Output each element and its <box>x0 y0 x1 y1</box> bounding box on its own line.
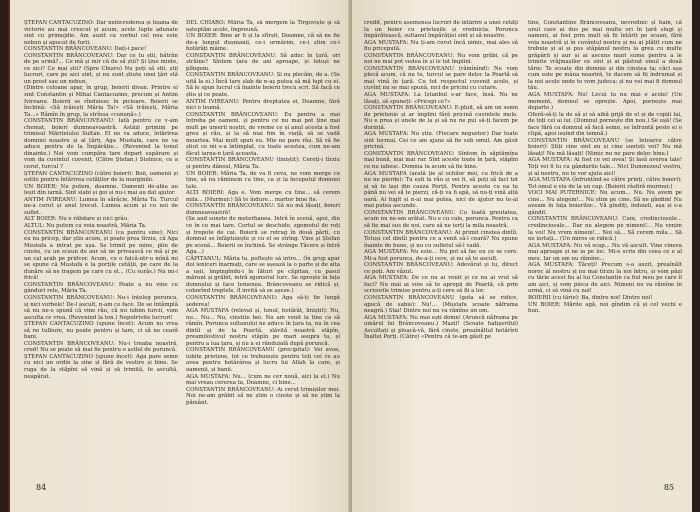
dialogue-paragraph: CONSTANTIN BRÂNCOVEANU (precipitat): Vei avea, iubite prietene, tot ce trebuiește pentru toți cei ce au avea pentru hotărârea și lucru lui Allah la care, și oamenii, și banii. <box>186 347 340 373</box>
dialogue-paragraph: AGA MUSTAFA: Nu este... Nu pot să fac eu ce se cere. Mi-a fost porunca, de-a-ți cere, și nu să te ascult. <box>364 249 518 262</box>
dialogue-paragraph: AGA MUSTAFA: Nu vă scap... Nu vă ascult. Vine cineva mai aproape și ne ia pe loc. Mi-e scris din ceea ce e al meu. Iar un om nu rămîne... <box>528 242 682 262</box>
dialogue-paragraph: ȘTEFAN CANTACUZINO (spune încet): Acum nu vrea să ne tulbure, nu poate pentru și tare, ci să ne ceară bani. <box>24 321 178 341</box>
dialogue-paragraph: credit, pentru asemenea lucruri de întărire a unei cetăți la un boier cu prieteșile și vrednicia. Porunca împărătească, sultanul împărăției sint și să noastre. <box>364 20 518 40</box>
dialogue-paragraph: AGA MUSTAFA: Tăceți! Precum s-a auzit, preaînălt noroc al nostru și nu mai tîrziu la noi întru, și vom păzi cu tărie acest fiu al lui Constantin ca fiul meu pe care îl am aici, și vom pleca de aici. Nimeni nu va rămîne în urmă, ci să vină cu noi! <box>528 262 682 295</box>
dialogue-paragraph: ȘTEFAN CANTACUZINO: Dar neîncrederea și teama de victorie au mai crescut și acum, acele lupte adunate sint cu primejdie. Am auzit ca vorbul cel nou este nebun și apucat de furii. <box>24 20 178 46</box>
right-page <box>352 0 692 512</box>
dialogue-paragraph: AGA MUSTAFA (arată ție al ochilor mei, cu frică de a nu ne pierde): Tu ești la rău și vei fi, să poți să faci tot și să te lași din cauza Porții. Pentru aceste cu ea tu până nu vei să te pierzi, că-ți va fi apă, să nu-ți vină altă oară. Ai fugit și n-ai mai putea, nici de ajutor nu te-ai mai putea ascunde. <box>364 170 518 210</box>
dialogue-paragraph: ALTI BOIERI: Aga e. Vom merge cu tine... să cerem mila... (Murmur.) Să te îndure... martor bine fie. <box>186 190 340 203</box>
dialogue-paragraph: CĂPITANUL: Măria ta, poftește să intre... (în grup apar doi ieniceri înarmați, care se așează la o parte și de alta a ușii, împingîndu-i în lături pe căpitan, cu pasul mărunt și grăbit, intră zgomotul turc. Se oprește în fața domnului și face temenea. Brâncoveanu se ridică și, coborînd treptele, îl invită să se așeze.) <box>186 255 340 295</box>
dialogue-paragraph: CONSTANTIN BRÂNCOVEANU: Să aduc în țară, ori străine? Sîntem țara de ani aproape, și totuși ne plîngem. <box>186 52 340 72</box>
dialogue-paragraph: DEL CHIARO: Măria Ta, să mergem la Tîrgoviște și să așteptăm acolo, împreună. <box>186 20 340 33</box>
dialogue-paragraph: CONSTANTIN BRÂNCOVEANU (liniștit): Cereți-i tîrziu și pentru dânsul, Măria Ta. <box>186 157 340 171</box>
right-page-column-2 <box>528 20 682 480</box>
dialogue-paragraph: UN BOIER: Mărite agă, noi gîndim că și cel vechi e bun. <box>528 301 682 315</box>
dialogue-paragraph: CONSTANTIN BRÂNCOVEANU (rămînînd): Ne vom plecă acum, că nu tu, turcul se pare deloc la Poartă să mai vină în țară. Cu tot respectul cuvenit acolo, și cuvînt nu se mai spună, nici de pricini cu cutare. <box>364 65 518 92</box>
dialogue-paragraph: (Dintre coloane apar, în grup, boierii divan. Printre ei sint Constantin și Mihai Cantacuzino, precum și Antim Ivireanu. Boierii se rînduiesc în picioare. Boierii se închină: «Să trăiești Măria Ta!» «Să trăiești, Măria Ta...» Rămîn în grup, la strînsa «cunună».) <box>24 85 178 118</box>
left-page-column-1 <box>24 20 178 480</box>
dialogue-paragraph: CONSTANTIN BRÂNCOVEANU: Și nu plecăm, de a. (Se uită la ei.) Încă tare slab de n-aș putea să mă lupt cu ei. Să le spun lucrul că înainte boierii trecu scri. Să facă ce știu și ce poate. <box>186 72 340 99</box>
dialogue-paragraph: CONSTANTIN BRÂNCOVEANU: Aga să-ți fie lungă șederea! <box>186 294 340 308</box>
dialogue-paragraph: AGA MUSTAFA (înfruntînd-se către prinți, către boieri): Tot omul e viu de la un cap. (Boierii răsfiră murmur.) <box>528 177 682 190</box>
dialogue-paragraph: AGA MUSTAFA: Nu ți-am cerut încă nimic, mai ales să fiu pricepută. <box>364 39 518 53</box>
right-page-number: 85 <box>663 483 674 492</box>
dialogue-paragraph: CONSTANTIN BRÂNCOVEANU: Nu-i treaba noastră, cred! Nu se poate să mai fie pentru o astfel de poruncă. <box>24 340 178 354</box>
dialogue-paragraph: AGA MUSTAFA (relevat și, tonul, hotărât, liniștit): Nu, nu... Nu... Nu, cinstite bei. Nu am venit la tine ca să rămîn. Porunca sultanului ne aduce în țara ta, nu în cea dintîi și de la Poartă, slăvită noastră stăpîn, preamilostivul nostru stăpîn pe mari asupra ta, și pentru a lua țara, și nu a ei rânduială după poruncă. <box>186 308 340 347</box>
dialogue-paragraph: AGA MUSTAFA: Ai fost ce vei avea! Și lasă averea tale! Toți vei fi tu cu gândurile tale... Nici Dumnezeul vostru, și al nostru, nu te vor ajuta aici! <box>528 157 682 177</box>
dialogue-paragraph: AGA MUSTAFA: De ce nu ai venit și ce nu ai vrut să faci? Nu mai ai voie să te apropii de Poartă, că prin scrisorile trimise pentru a-ți cere să fii a lor. <box>364 275 518 295</box>
left-page-column-2 <box>186 20 340 480</box>
dialogue-paragraph: ȘTEFAN CANTACUZINO (către boieri): Boii, oamenii și ostile pentru întărirea cetăților de la marginile. <box>24 170 178 184</box>
left-page <box>10 0 350 512</box>
dialogue-paragraph: AGA MUSTAFA: Nu! Lecui tu nu mai e acolo! (Un moment, domnul se oprește. Apoi, pornește mai departe.) <box>528 92 682 112</box>
dialogue-paragraph: CONSTANTIN BRÂNCOVEANU: Iată pentru ce v-am chemat, boieri dumneavoastră. Astăzi primim pe trimisul Măriteiului Sultan. El ne va aduce, întărirea domniei noastre și al țării, Aga Mustafa, care ne va aduce pentru de la Împărăție... (Revenind la tonul dinainte.) Noi vom cumpăra tare depart supărare și vom da cuvintul cuvenit. (Către Ștefan.) Stolnice, ce a cerut, turcul ? <box>24 118 178 171</box>
dialogue-paragraph: CONSTANTIN BRÂNCOVEANU: Dați-i pace! <box>24 46 147 53</box>
dialogue-paragraph: Oferă-să-ți la de să și să aibă grijă de el și de copiii lui, de toți cei ai lui. (Domnul pornește din nou.) Se ușă! (Se face fără ca domnul să facă semn, se înfruntă peste ei o clipă, apoi ieșind din temnă.) <box>528 111 682 138</box>
dialogue-paragraph: CONSTANTIN BRÂNCOVEANU: Nu-i înțeleg porunca, și nici vorbele! De-l ascult, n-am ce face. De se întâmplă să nu ne-o spună că vine rău, că nu iubim turcii, vom asculta ce vrea. (Revenind la ton.) Nepotrivite lucruri! <box>24 294 178 321</box>
dialogue-paragraph: tine, Constantine Brâncoveanu, nevrednic și hain, că unul care ai dus pe mai multe ori în țară slugi și oameni, ai fost prin mult să fii întărit pe scaun, fără voia noastră și în cuvântul nostru și nu ai plătit cum ne trebuie și ai și pus stăpânul nostru la greu cu multe grăpârii și aur și ai ascuns mari sume pentru a le trimite vrăjmașilor ce sint și ai păstrat omul a două tărie: Te scoate din domnie și din cinstea ta; căci așa cum este pe mâna noastră, te ducem să fii îndrumat și la noi acolo unde te vom judeca; și nu vei mai fi domnul tău. <box>528 20 682 92</box>
dialogue-paragraph: CONSTANTIN BRÂNCOVEANU: Sîntem în săptămîna mai bună, mai mai rar. Sînt aceste toate în țară, stăpîni ce nu iubesc. Domnia ta acum să fie bine. <box>364 150 518 171</box>
dialogue-paragraph: AGA MUSTAFA: Nu mai ești domn! (Aruncă năframa pe umărul lui Brâncoveanu.) Mazil! (Scoate hatișeriful) Ascultați și pleacă-vă, fără cinste, preaînăltul hotărîrii Înaltei Porți. (Către) «Pentru că te-am găsit pe <box>364 314 518 341</box>
dialogue-paragraph: CONSTANTIN BRÂNCOVEANU: Cum, credinciosule... credinciosule... Dar nu alegem pe nimeni!... Nu venim la voi! Nu vrem nimeni!... Noi să... Să cerem mila... Să ne iertați... (Un miros se ridică.) <box>528 216 682 243</box>
dialogue-paragraph: VOCI MAI PUTERNICE: Nu acum... Nu. Nu avem pe cine... Nu alegem!... Nu știm pe cine. Să ne gîndim! Nu aveam în fața boierilor... Vă gîndiți, îndoieli, așa și s-a gândit. <box>528 190 682 216</box>
dialogue-paragraph: AGA MUSTAFA: Nu știu. (Fiecare negustor.) Dar toate sint tocmai. Cei ce am ajuns să fie sub omul. Am găsit pricină. <box>364 131 518 151</box>
dialogue-paragraph: CONSTANTIN BRÂNCOVEANU: Ai cerut trimișilor mei. Noi ne-am grăbit să ne știm o cinste și să ne știm la pământ. <box>186 386 340 406</box>
book-spread <box>8 0 692 512</box>
left-page-number: 84 <box>36 483 47 492</box>
dialogue-paragraph: CONSTANTIN BRÂNCOVEANU: Poate a nu vine cu gânduri rele, Măria Ta. <box>24 281 178 295</box>
dialogue-paragraph: UN BOIER: Nu putem, doamne. Oamenii de-abia au ieșit din iarnă. Sint slabi și goi și nu-i mai au dat ajutor. <box>24 183 178 197</box>
dialogue-paragraph: (Se aud sunete de meterhanea. Intră în scenă, apoi, din ce în ce mai tare. Cortul se deschide, zgomotul de roți și tropote de cai. Boierii se retrag în două părți, cu domnul se înfăptuiește și cu el se strîng. Vine și Ștefan pe scenă... Boierii se închină. Se strânge Tăcere și întră Aga...) <box>186 216 340 256</box>
dialogue-paragraph: AGA MUSTAFA: Nu... (cum ne cer nouă, aici la el.) Nu mai vreau cererea ta, Doamne, ci bine... <box>186 373 340 387</box>
dialogue-paragraph: CONSTANTIN BRÂNCOVEANU (ca pentru sine): Nici eu nu pricep, dar știu acum, și poate prea tîrziu, că Aga Mustafa a intrat pe ușa. Se trimit pe mine, plin de cinste, cu un scaun de aur să ne privească ce mă și pe un cal arab pe pridvor. Acum, cu o falcă-ntr-o mînă mi se spune că Mustafa e la porțile cetății, pe care de la dunăre să ne tragem pe care cu el... (Cu surâs.) Nu mi-i frică! <box>24 229 178 282</box>
dialogue-paragraph: BOIERII (cu tărie): Ba, dintre noi! Dintre noi! <box>528 294 653 301</box>
dialogue-paragraph: CONSTANTIN BRÂNCOVEANU: Ai primit cinstea dintîi. Totuși cel dintîi pentru ce a venit să-l ceară? Nu spune înainte de bune, și nu cu sufletul să-l vadă. <box>364 229 518 249</box>
dialogue-paragraph: UN BOIER: Bine ar fi și la sfîrșit, Doamne, că să ne fie de-a lungul dușmanii, ce-i urmărim, ce-i știm ce-i hotărâți mâine. <box>186 33 340 53</box>
dialogue-paragraph: CONSTANTIN BRÂNCOVEANU (gata să se ridice, apucă de sabie): Nu!... (Mustafa scoate năframa neagră.) Stai! Dintre noi nu va rămîne un om. <box>364 294 518 315</box>
dialogue-paragraph: ALTUL: Nu putem cu voia noastră, Măria Ta. <box>24 222 147 229</box>
dialogue-paragraph: ALT BOIER: Nu e răbdare și nici grâu. <box>24 216 129 223</box>
dialogue-paragraph: CONSTANTIN BRÂNCOVEANU: Nu vom grăbi, că pe noi ne mai pot vedea în și le tot împlini. <box>364 52 518 66</box>
dialogue-paragraph: CONSTANTIN BRÂNCOVEANU: E-pluit, să am un semn de prietenie și ar împlini fără pricină cuvintele mele. Nu e prea și unele de la și să nu ne pui să-ți facem pe dorință. <box>364 105 518 131</box>
dialogue-paragraph: ANTIM IVIREANU: Pentru dreptatea ei, Doamne, fără nici o teamă. <box>186 98 340 112</box>
right-page-column-1 <box>364 20 518 480</box>
dialogue-paragraph: CONSTANTIN BRÂNCOVEANU: Dar ce tu știi, bătrân de pe urmă?... Ce mă și mir că de să știi? Și ține minte, ce zici? Ce mai știi? (Spre Chiaro) Nu poți să stii, știi lucruri, care pe aici sint, și nu sunt știute unei țări stă un prost sau un nebun. <box>24 52 178 85</box>
dialogue-paragraph: CONSTANTIN BRÂNCOVEANU: Adevărat și tu, direct ce poți. Am văzut. <box>364 262 518 275</box>
dialogue-paragraph: ȘTEFAN CANTACUZINO (spune încet): Aga pare semn cu nici un ordin la sine și fără de vestire și bine. Se ruga de la stăpîni să vină și să trimită, te ascultă, neapărat. <box>24 353 178 380</box>
dialogue-paragraph: CONSTANTIN BRÂNCOVEANU (se întoarce către boieri): Știți cine sint eu și cine sunteți voi? Nu mă lăsați! Nu mă lăsați! (Nimic nu ne pare deloc bine.) <box>528 137 682 157</box>
dialogue-paragraph: CONSTANTIN BRÂNCOVEANU: Să nu mă lăsați, boieri dumneavoastră! <box>186 203 340 216</box>
dialogue-paragraph: ANTIM IVIREANU: Lumea în sărăcie, Măria Ta. Turcul ne-a cerut și anul trecut. Lumea acum și cu noi de suflet. <box>24 196 178 216</box>
dialogue-paragraph: UN BOIER: Măria Ta, de va fi ceva, ne vom merge cu tine, să nu răminem cu tine, ca și la începutul domniei tale. <box>186 170 340 190</box>
dialogue-paragraph: AGA MUSTAFA: La Istanbul s-ar face, însă. Nu ne lăsați, să spuneți: «Pricepi ce?» <box>364 92 518 105</box>
dialogue-paragraph: CONSTANTIN BRÂNCOVEANU: Cu toată greutatea, acum nu ne-am arătat. Nu e cu cale, porunca. Pentru ca să fie mai sus de noi, care să ne ierți la mila noastră. <box>364 209 518 229</box>
dialogue-paragraph: CONSTANTIN BRÂNCOVEANU: Eu pentru a mai întreba pe oameni, și pentru ce nu mai pot ține mai mult pe umerii noștri, de vreme ce și anul acesta a fost greu și rău, și la să mai fim în viață, să se vadă moartea. Mai mult spun eu. Mie ne pare rău. Să vă fie știut ce mi s-a întîmplat, cu toate acestea, cum ne-am făcut iarna-n țară aceasta. <box>186 111 340 157</box>
